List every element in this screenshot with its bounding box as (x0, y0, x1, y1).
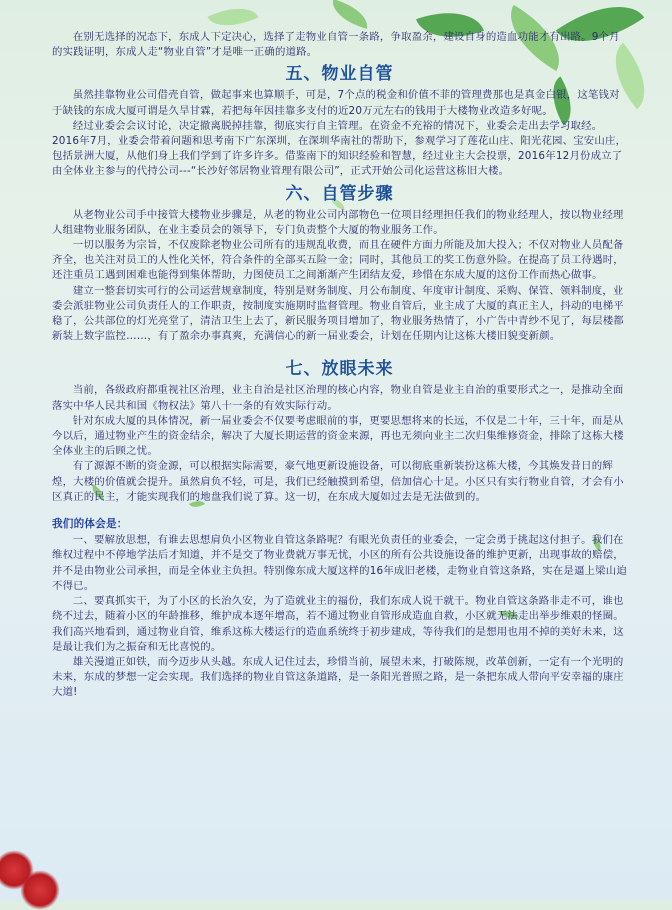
paragraph: 一、要解放思想，有谁去思想肩负小区物业自管这条路呢？有眼光负责任的业委会，一定会勇于挑起这付担子。我们在维权过程中不停地学法后才知道，并不是交了物业费就万事无忧，小区的所有公共设施设备的维护更新，出现事故的赔偿，并不是由物业公司承担，而是全体业主负担。特别像东成大厦这样的16年成旧老楼，走物业自管这条路，实在是逼上梁山迫不得已。 (52, 534, 627, 592)
paragraph: 雄关漫道正如铁，而今迈步从头越。东成人记住过去，珍惜当前，展望未来，打破陈规，改革创新，一定有一个光明的未来，东成的梦想一定会实现。我们选择的物业自管这条道路，是一条阳光普照之路，是一条把东成人带向平安幸福的康庄大道! (52, 655, 624, 699)
document-body (52, 30, 627, 701)
section-6-heading: 六、自管步骤 (285, 183, 394, 204)
paragraph: 当前，各级政府都重视社区治理，业主自治是社区治理的核心内容，物业自管是业主自治的重要形式之一，是推动全面落实中华人民共和国《物权法》第八十一条的有效实际行动。 (52, 384, 624, 412)
experience-heading: 我们的体会是： (52, 518, 128, 531)
section-5-heading: 五、物业自管 (285, 64, 394, 85)
paragraph: 虽然挂靠物业公司借壳自管，做起事来也算顺手，可是，7个点的税金和价值不菲的管理费那也是真金白银，这笔钱对于缺钱的东成大厦可谓是久旱甘霖，若把每年因挂靠多支付的近20万元左右的钱用于大楼物业改造多好呢。 (52, 89, 620, 117)
intro-paragraph: 在别无选择的况态下，东成人下定决心，选择了走物业自管一条路，争取盈余，建设自身的造血功能才有出路。9个月的实践证明，东成人走“物业自管”才是唯一正确的道路。 (52, 31, 620, 59)
paragraph: 从老物业公司手中接管大楼物业步骤是，从老的物业公司内部物色一位项目经理担任我们的物业经理人，按以物业经理人组建物业服务团队，在业主委员会的领导下，专门负责整个大厦的物业服务工作。 (52, 208, 624, 236)
leaf-decoration (328, 0, 372, 29)
paragraph: 一切以服务为宗旨，不仅废除老物业公司所有的违规乱收费，而且在硬件方面力所能及加大投入；不仅对物业人员配备齐全，也关注对员工的人性化关怀，符合条件的全部买五险一金；同时，其他员工的奖工伤意外险。在提高了员工待遇时，还注重员工遇到困难也能得到集体帮助，力图使员工之间渐渐产生团结友爱，珍惜在东成大厦的这份工作而热心做事。 (52, 239, 624, 282)
paragraph: 针对东成大厦的具体情况，新一届业委会不仅要考虑眼前的事，更要思想将来的长远，不仅是二十年，三十年，而是从今以后，通过物业产生的资金结余，解决了大厦长期运营的资金来源，再也无须向业主二次归集维修资金，排除了这栋大楼全体业主的后顾之忧。 (52, 414, 624, 458)
flower-decoration (20, 870, 60, 910)
paragraph: 建立一整套切实可行的公司运营规章制度，特别是财务制度、月公布制度、年度审计制度、采购、保管、领料制度，业委会派驻物业公司负责任人的工作职责，按制度实施期时监督管理。物业自管后，业主成了大厦的真正主人，抖动的电梯平稳了，公共部位的灯光亮堂了，清洁卫生上去了，新民服务项目增加了，物业服务热情了，小广告中青纱不见了，每层楼都新装上数字监控……，有了盈余办事真爽，充满信心的新一届业委会，计划在任期内让这栋大楼旧貌变新颜。 (52, 284, 624, 343)
paragraph: 有了源源不断的资金源，可以根据实际需要，豪气地更新设施设备，可以彻底重新装扮这栋大楼，今其焕发昔日的辉煌，大楼的价值就会提升。虽然肩负不轻，可是，我们已经触摸到希望，倍加信心十足。小区只有实行物业自管，才会有小区真正的民主，才能实现我们的地盘我们说了算。这一切，在东成大厦如过去是无法做到的。 (52, 460, 624, 503)
section-7-heading: 七、放眼未来 (285, 359, 394, 380)
paragraph: 经过业委会会议讨论，决定撤离脱掉挂靠，彻底实行自主管理。在资金不充裕的情况下，业委会走出去学习取经。2016年7月，业委会带着问题和思考南下广东深圳，在深圳华南社的帮助下，参观学习了莲花山庄、阳光花园、宝安山庄，包括景洲大厦，从他们身上我们学到了许多许多。借鉴南下的知识经验和智慧，经过业主大会投票，2016年12月份成立了由全体业主参与的代持公司---“长沙好邻居物业管理有限公司”，正式开始公司化运营这栋旧大楼。 (52, 119, 627, 178)
paragraph: 二、要真抓实干，为了小区的长治久安，为了造就业主的福份，我们东成人说干就干。物业自管这条路非走不可，谁也绕不过去，随着小区的年龄推移，维护成本逐年增高，若不通过物业自管形成造血自救，小区就无法走出举步维艰的怪圈。我们高兴地看到，通过物业自管，维系这栋大楼运行的造血系统终于初步建成，等待我们的是想用也用不掉的美好未来，这是最让我们为之振奋和无比喜悦的。 (52, 595, 624, 653)
